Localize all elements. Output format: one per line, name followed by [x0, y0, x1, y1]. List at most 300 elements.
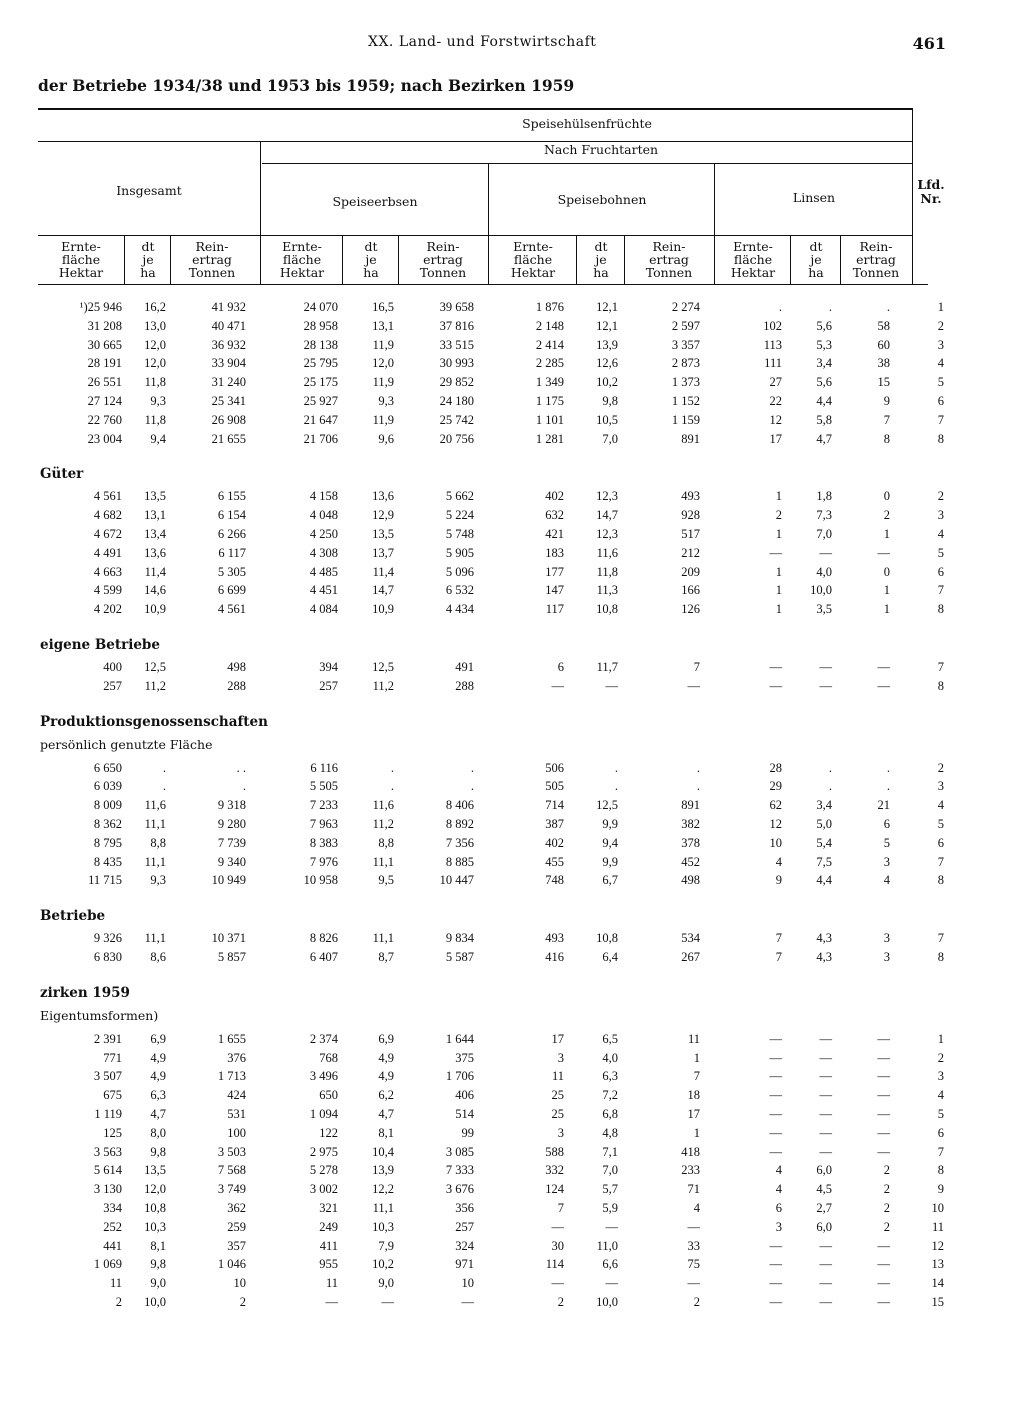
- table-cell: 9,5: [378, 873, 394, 888]
- row-number: 4: [937, 798, 944, 813]
- table-cell: 356: [455, 1201, 474, 1215]
- table-cell: . .: [236, 760, 246, 775]
- table-cell: 9,8: [150, 1144, 166, 1159]
- table-cell: 4 485: [309, 564, 338, 579]
- table-cell: 650: [319, 1088, 338, 1103]
- header-insgesamt: Insgesamt: [116, 183, 182, 198]
- table-cell: 2: [693, 1295, 700, 1309]
- table-cell: 14,6: [144, 583, 166, 598]
- table-cell: 4 491: [93, 545, 122, 560]
- table-cell: —: [877, 1031, 890, 1046]
- table-cell: 5 505: [309, 779, 338, 794]
- table-cell: 3,4: [816, 798, 832, 813]
- table-cell: 125: [103, 1125, 122, 1140]
- row-number: 8: [937, 1163, 944, 1178]
- table-cell: 10,0: [596, 1295, 618, 1309]
- table-cell: 8 362: [93, 817, 122, 831]
- table-cell: —: [819, 678, 832, 693]
- table-cell: 99: [461, 1125, 474, 1140]
- table-cell: 1 655: [217, 1031, 246, 1046]
- row-number: 10: [931, 1201, 944, 1215]
- table-cell: 9,3: [378, 394, 394, 408]
- table-cell: 1 644: [445, 1031, 474, 1046]
- table-cell: .: [470, 779, 474, 794]
- table-cell: 113: [763, 337, 782, 352]
- table-cell: 10,0: [144, 1295, 166, 1309]
- table-cell: 7 233: [309, 798, 338, 813]
- section-subtitle: Eigentumsformen): [40, 1007, 159, 1023]
- table-cell: 5 748: [445, 527, 474, 541]
- table-cell: 375: [455, 1050, 474, 1065]
- table-cell: 259: [227, 1219, 246, 1234]
- table-cell: 25 795: [303, 356, 338, 371]
- table-cell: 21: [877, 798, 890, 813]
- table-cell: —: [877, 1257, 890, 1272]
- table-cell: 382: [681, 817, 700, 831]
- table-cell: 4,9: [150, 1050, 166, 1065]
- row-number: 7: [937, 854, 944, 869]
- table-cell: 4 434: [445, 602, 474, 617]
- table-cell: 5,9: [602, 1201, 618, 1215]
- table-cell: 71: [687, 1182, 700, 1197]
- row-number: 4: [937, 1088, 944, 1103]
- table-cell: 33 904: [211, 356, 246, 371]
- table-cell: 6 039: [93, 779, 122, 794]
- table-cell: 7 739: [217, 835, 246, 850]
- table-cell: 10,9: [372, 602, 394, 617]
- table-cell: 4,0: [602, 1050, 618, 1065]
- table-cell: 2 975: [309, 1144, 338, 1159]
- table-cell: 12,0: [144, 356, 166, 371]
- table-cell: .: [828, 760, 832, 775]
- table-row: [0, 565, 1024, 584]
- table-cell: 6 155: [217, 489, 246, 504]
- table-cell: —: [819, 545, 832, 560]
- table-cell: 534: [681, 931, 700, 946]
- section-subtitle: persönlich genutzte Fläche: [40, 736, 213, 752]
- row-number: 8: [937, 873, 944, 888]
- table-cell: 5,7: [602, 1182, 618, 1197]
- table-cell: 177: [545, 564, 564, 579]
- table-cell: 23 004: [87, 431, 122, 446]
- table-row: [0, 1126, 1024, 1145]
- row-number: 4: [937, 527, 944, 541]
- table-cell: 1: [775, 527, 782, 541]
- table-cell: 3 749: [217, 1182, 246, 1197]
- table-cell: .: [828, 779, 832, 794]
- table-cell: 4,0: [816, 564, 832, 579]
- table-cell: 321: [319, 1201, 338, 1215]
- table-cell: 27: [769, 375, 782, 390]
- table-cell: 9: [883, 394, 890, 408]
- table-cell: 13,5: [372, 527, 394, 541]
- table-cell: 324: [455, 1238, 474, 1253]
- row-number: 5: [937, 817, 944, 831]
- table-cell: 102: [763, 318, 782, 333]
- table-cell: 3 507: [93, 1069, 122, 1084]
- table-cell: —: [877, 1107, 890, 1121]
- table-cell: —: [325, 1295, 338, 1309]
- table-cell: 4 599: [93, 583, 122, 598]
- table-cell: 10,3: [144, 1219, 166, 1234]
- table-cell: 7 963: [309, 817, 338, 831]
- table-cell: 0: [883, 564, 890, 579]
- table-cell: 2: [883, 1182, 890, 1197]
- column-subheader: Ernte- fläche Hektar: [510, 239, 556, 280]
- header-group: Speisehülsenfrüchte: [522, 116, 652, 131]
- table-cell: 4 682: [93, 508, 122, 523]
- table-cell: 1: [693, 1125, 700, 1140]
- table-cell: 1 876: [535, 300, 564, 314]
- table-cell: 124: [545, 1182, 564, 1197]
- table-cell: 21 706: [303, 431, 338, 446]
- table-cell: 183: [545, 545, 564, 560]
- table-cell: 771: [103, 1050, 122, 1065]
- column-subheader: dt je ha: [808, 239, 824, 280]
- table-cell: 4 048: [309, 508, 338, 523]
- table-cell: 1 101: [535, 412, 564, 427]
- table-cell: 20 756: [439, 431, 474, 446]
- table-cell: 21 647: [303, 412, 338, 427]
- table-cell: 3: [883, 950, 890, 964]
- table-cell: 6 117: [218, 545, 246, 560]
- table-cell: 3 503: [217, 1144, 246, 1159]
- table-cell: 4: [775, 1182, 782, 1197]
- table-cell: 6,9: [378, 1031, 394, 1046]
- row-number: 9: [937, 1182, 944, 1197]
- table-cell: 400: [103, 660, 122, 674]
- table-cell: —: [769, 1125, 782, 1140]
- table-cell: 1: [883, 583, 890, 598]
- table-cell: .: [390, 760, 394, 775]
- table-cell: 36 932: [211, 337, 246, 352]
- table-cell: —: [461, 1295, 474, 1309]
- table-cell: 147: [545, 583, 564, 598]
- table-row: [0, 1220, 1024, 1239]
- section-title: Produktionsgenossenschaften: [40, 713, 268, 730]
- table-cell: 11,9: [372, 412, 394, 427]
- table-cell: 12,1: [596, 300, 618, 314]
- table-cell: 10,2: [372, 1257, 394, 1272]
- table-cell: 212: [681, 545, 700, 560]
- table-cell: 5 587: [445, 950, 474, 964]
- table-cell: 6 154: [217, 508, 246, 523]
- table-cell: 6,0: [816, 1219, 832, 1234]
- table-cell: 1 175: [535, 394, 564, 408]
- table-cell: ¹)25 946: [79, 300, 122, 314]
- table-cell: 4: [693, 1201, 700, 1215]
- row-number: 12: [931, 1238, 944, 1253]
- table-cell: 30 665: [87, 337, 122, 352]
- table-cell: 29 852: [439, 375, 474, 390]
- table-cell: 24 180: [439, 394, 474, 408]
- table-cell: 928: [681, 508, 700, 523]
- table-cell: 10 447: [439, 873, 474, 888]
- table-cell: 11: [325, 1276, 338, 1291]
- table-cell: 9,4: [602, 835, 618, 850]
- table-cell: 26 908: [211, 412, 246, 427]
- table-cell: 1 159: [671, 412, 700, 427]
- table-cell: 31 240: [211, 375, 246, 390]
- table-cell: 30 993: [439, 356, 474, 371]
- table-cell: 891: [681, 431, 700, 446]
- table-row: [0, 489, 1024, 508]
- table-cell: 2 414: [535, 337, 564, 352]
- table-cell: 334: [103, 1201, 122, 1215]
- table-cell: —: [819, 1050, 832, 1065]
- table-cell: 11,6: [372, 798, 394, 813]
- table-cell: 9,9: [602, 854, 618, 869]
- table-row: [0, 1051, 1024, 1070]
- table-row: [0, 1201, 1024, 1220]
- table-row: [0, 375, 1024, 394]
- table-cell: 60: [877, 337, 890, 352]
- table-cell: 11,2: [372, 817, 394, 831]
- table-cell: —: [877, 545, 890, 560]
- table-cell: .: [828, 300, 832, 314]
- table-cell: 10,8: [596, 931, 618, 946]
- table-cell: 5,8: [816, 412, 832, 427]
- table-cell: 3 676: [445, 1182, 474, 1197]
- table-row: [0, 508, 1024, 527]
- table-cell: 6 699: [217, 583, 246, 598]
- table-cell: 13,5: [144, 489, 166, 504]
- table-cell: 971: [455, 1257, 474, 1272]
- table-cell: 10 371: [211, 931, 246, 946]
- table-cell: 1: [775, 583, 782, 598]
- table-cell: 11,9: [372, 375, 394, 390]
- table-cell: 4,7: [150, 1107, 166, 1121]
- row-number: 5: [937, 1107, 944, 1121]
- row-number: 2: [937, 489, 944, 504]
- table-cell: .: [886, 779, 890, 794]
- table-cell: 7 976: [309, 854, 338, 869]
- table-cell: 33 515: [439, 337, 474, 352]
- table-row: [0, 1145, 1024, 1164]
- table-cell: 7: [883, 412, 890, 427]
- table-row: [0, 660, 1024, 679]
- table-cell: 12,3: [596, 489, 618, 504]
- table-cell: 7,9: [378, 1238, 394, 1253]
- table-cell: 10,9: [144, 602, 166, 617]
- table-cell: 28: [769, 760, 782, 775]
- table-cell: —: [769, 1088, 782, 1103]
- table-cell: 6,9: [150, 1031, 166, 1046]
- column-subheader: Rein- ertrag Tonnen: [419, 239, 467, 280]
- table-cell: 12: [769, 412, 782, 427]
- table-cell: 7,5: [816, 854, 832, 869]
- table-cell: 7: [775, 950, 782, 964]
- row-number: 2: [937, 318, 944, 333]
- table-cell: 1: [775, 602, 782, 617]
- table-cell: 3 496: [309, 1069, 338, 1084]
- table-cell: —: [877, 1069, 890, 1084]
- table-cell: 11,4: [144, 564, 166, 579]
- table-cell: 7,3: [816, 508, 832, 523]
- header-lfd-nr: Lfd. Nr.: [917, 177, 945, 206]
- table-row: [0, 1163, 1024, 1182]
- table-cell: 6: [557, 660, 564, 674]
- table-cell: 7,2: [602, 1088, 618, 1103]
- table-cell: —: [819, 1069, 832, 1084]
- table-cell: 2 597: [671, 318, 700, 333]
- table-cell: 376: [227, 1050, 246, 1065]
- table-cell: 11,9: [372, 337, 394, 352]
- table-cell: .: [614, 779, 618, 794]
- table-cell: —: [819, 1107, 832, 1121]
- table-cell: 11,6: [596, 545, 618, 560]
- table-row: [0, 1069, 1024, 1088]
- table-cell: 768: [319, 1050, 338, 1065]
- table-cell: —: [769, 1276, 782, 1291]
- table-cell: 22 760: [87, 412, 122, 427]
- table-cell: 3 085: [445, 1144, 474, 1159]
- row-number: 2: [937, 1050, 944, 1065]
- table-row: [0, 602, 1024, 621]
- table-row: [0, 1107, 1024, 1126]
- table-cell: 9,3: [150, 394, 166, 408]
- table-cell: 17: [769, 431, 782, 446]
- table-cell: 8 406: [445, 798, 474, 813]
- table-cell: 8,1: [150, 1238, 166, 1253]
- table-cell: 9,3: [150, 873, 166, 888]
- table-cell: —: [687, 678, 700, 693]
- table-cell: 6,6: [602, 1257, 618, 1272]
- table-cell: 12,0: [144, 1182, 166, 1197]
- table-cell: 2 148: [535, 318, 564, 333]
- table-cell: 13,1: [144, 508, 166, 523]
- table-row: [0, 583, 1024, 602]
- header-bohnen: Speisebohnen: [557, 192, 647, 207]
- table-cell: 10 958: [303, 873, 338, 888]
- table-row: [0, 1257, 1024, 1276]
- table-cell: 675: [103, 1088, 122, 1103]
- table-cell: 8: [883, 431, 890, 446]
- row-number: 6: [937, 564, 944, 579]
- table-cell: 1 281: [535, 431, 564, 446]
- table-cell: 267: [681, 950, 700, 964]
- table-cell: 4,7: [378, 1107, 394, 1121]
- table-cell: 13,7: [372, 545, 394, 560]
- table-cell: 11,2: [372, 678, 394, 693]
- table-cell: 2: [115, 1295, 122, 1309]
- table-cell: 41 932: [211, 300, 246, 314]
- table-cell: 5 905: [445, 545, 474, 560]
- table-cell: 3: [557, 1125, 564, 1140]
- table-cell: 1,8: [816, 489, 832, 504]
- table-cell: 2: [883, 508, 890, 523]
- table-cell: 7,0: [816, 527, 832, 541]
- table-cell: 9,0: [378, 1276, 394, 1291]
- table-cell: 406: [455, 1088, 474, 1103]
- table-cell: 25 927: [303, 394, 338, 408]
- table-cell: —: [605, 1276, 618, 1291]
- table-cell: —: [819, 1031, 832, 1046]
- table-cell: 8 009: [93, 798, 122, 813]
- table-cell: 1 152: [671, 394, 700, 408]
- column-subheader: dt je ha: [140, 239, 156, 280]
- table-cell: 4,4: [816, 873, 832, 888]
- table-cell: —: [819, 1257, 832, 1272]
- table-cell: 9: [775, 873, 782, 888]
- table-cell: 1 706: [445, 1069, 474, 1084]
- table-cell: 4,7: [816, 431, 832, 446]
- table-cell: 25: [551, 1107, 564, 1121]
- table-cell: 452: [681, 854, 700, 869]
- table-cell: 6,7: [602, 873, 618, 888]
- table-cell: 11 715: [88, 873, 122, 888]
- table-cell: 7: [693, 660, 700, 674]
- table-cell: 25: [551, 1088, 564, 1103]
- table-cell: 1 094: [309, 1107, 338, 1121]
- table-cell: 17: [551, 1031, 564, 1046]
- table-cell: 11,1: [372, 1201, 394, 1215]
- table-cell: 25 175: [303, 375, 338, 390]
- row-number: 5: [937, 375, 944, 390]
- table-cell: 493: [545, 931, 564, 946]
- table-cell: 114: [545, 1257, 564, 1272]
- table-cell: 22: [769, 394, 782, 408]
- table-row: [0, 394, 1024, 413]
- header-by-type: Nach Fruchtarten: [543, 142, 659, 157]
- table-cell: 4,3: [816, 950, 832, 964]
- table-cell: 4 561: [93, 489, 122, 504]
- row-number: 6: [937, 835, 944, 850]
- table-cell: 13,9: [596, 337, 618, 352]
- section-title: eigene Betriebe: [40, 637, 160, 653]
- table-cell: 11,1: [144, 817, 166, 831]
- table-cell: 13,5: [144, 1163, 166, 1178]
- table-cell: .: [886, 760, 890, 775]
- table-cell: 4 202: [93, 602, 122, 617]
- table-cell: —: [605, 678, 618, 693]
- column-subheader: Ernte- fläche Hektar: [58, 239, 104, 280]
- table-cell: 491: [455, 660, 474, 674]
- table-cell: 11: [109, 1276, 122, 1291]
- table-cell: 7,0: [602, 431, 618, 446]
- row-number: 3: [937, 508, 944, 523]
- table-cell: 10: [769, 835, 782, 850]
- table-cell: 1: [775, 489, 782, 504]
- table-cell: 111: [764, 356, 782, 371]
- table-cell: 126: [681, 602, 700, 617]
- table-cell: —: [769, 1031, 782, 1046]
- row-number: 7: [937, 1144, 944, 1159]
- table-cell: 5: [883, 835, 890, 850]
- table-cell: 288: [455, 678, 474, 693]
- table-cell: 332: [545, 1163, 564, 1178]
- table-cell: —: [769, 1050, 782, 1065]
- table-cell: 9 340: [217, 854, 246, 869]
- table-cell: 3: [883, 931, 890, 946]
- table-cell: 257: [319, 678, 338, 693]
- table-cell: 4 451: [309, 583, 338, 598]
- table-cell: 4,3: [816, 931, 832, 946]
- table-cell: —: [769, 1295, 782, 1309]
- table-cell: 11,8: [596, 564, 618, 579]
- table-row: [0, 798, 1024, 817]
- table-cell: 10: [461, 1276, 474, 1291]
- table-cell: 13,1: [372, 318, 394, 333]
- table-cell: 3,4: [816, 356, 832, 371]
- table-title: der Betriebe 1934/38 und 1953 bis 1959; nach Bezirken 1959: [38, 76, 575, 95]
- table-cell: 38: [877, 356, 890, 371]
- table-cell: 4 084: [309, 602, 338, 617]
- table-cell: 6,2: [378, 1088, 394, 1103]
- column-subheader: Rein- ertrag Tonnen: [852, 239, 900, 280]
- table-cell: 357: [227, 1238, 246, 1253]
- column-subheader: dt je ha: [593, 239, 609, 280]
